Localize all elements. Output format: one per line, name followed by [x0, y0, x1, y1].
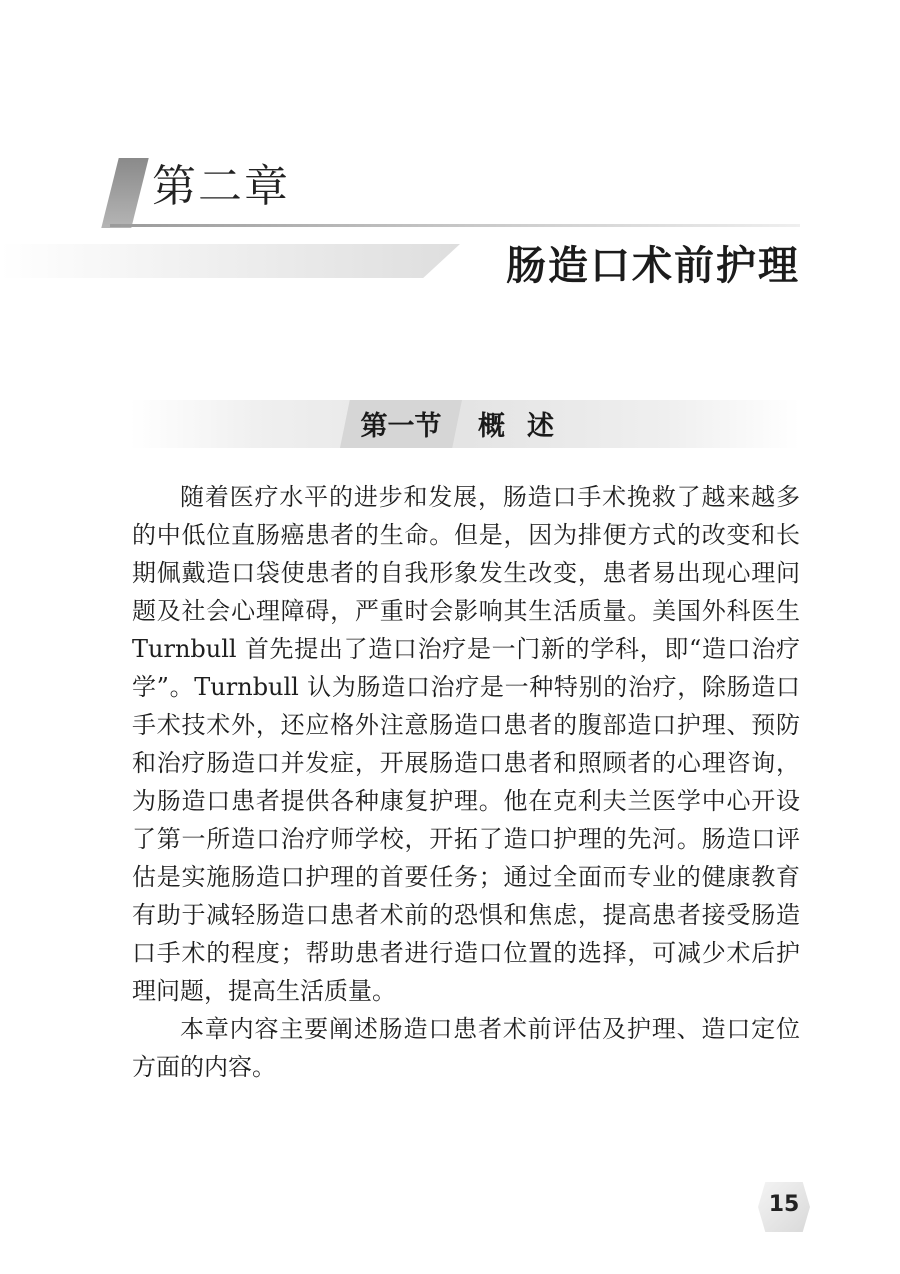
body-text — [132, 478, 800, 1086]
chapter-title: 肠造口术前护理 — [506, 243, 800, 289]
chapter-label: 第二章 — [152, 161, 290, 212]
section-number: 第一节 — [360, 411, 442, 442]
chapter-header — [0, 0, 900, 320]
chapter-divider — [110, 224, 800, 227]
chapter-slant-decoration — [101, 158, 148, 228]
page-number: 15 — [768, 1192, 800, 1217]
section-heading-band — [130, 400, 800, 448]
body-paragraph: 本章内容主要阐述肠造口患者术前评估及护理、造口定位方面的内容。 — [132, 1015, 800, 1081]
chapter-title-band — [0, 244, 460, 278]
body-paragraph: 随着医疗水平的进步和发展，肠造口手术挽救了越来越多的中低位直肠癌患者的生命。但是，因为排便方式的改变和长期佩戴造口袋使患者的自我形象发生改变，患者易出现心理问题及社会心理障碍，严重时会影响其生活质量。美国外科医生 Turnbull 首先提出了造口治疗是一门新的学科，即“造口治疗学”。Turnbull 认为肠造口治疗是一种特别的治疗，除肠造口手术技术外，还应格外注意肠造口患者的腹部造口护理、预防和治疗肠造口并发症，开展肠造口患者和照顾者的心理咨询，为肠造口患者提供各种康复护理。他在克利夫兰医学中心开设了第一所造口治疗师学校，开拓了造口护理的先河。肠造口评估是实施肠造口护理的首要任务；通过全面而专业的健康教育有助于减轻肠造口患者术前的恐惧和焦虑，提高患者接受肠造口手术的程度；帮助患者进行造口位置的选择，可减少术后护理问题，提高生活质量。 — [132, 483, 800, 1005]
section-title: 概述 — [478, 411, 576, 442]
